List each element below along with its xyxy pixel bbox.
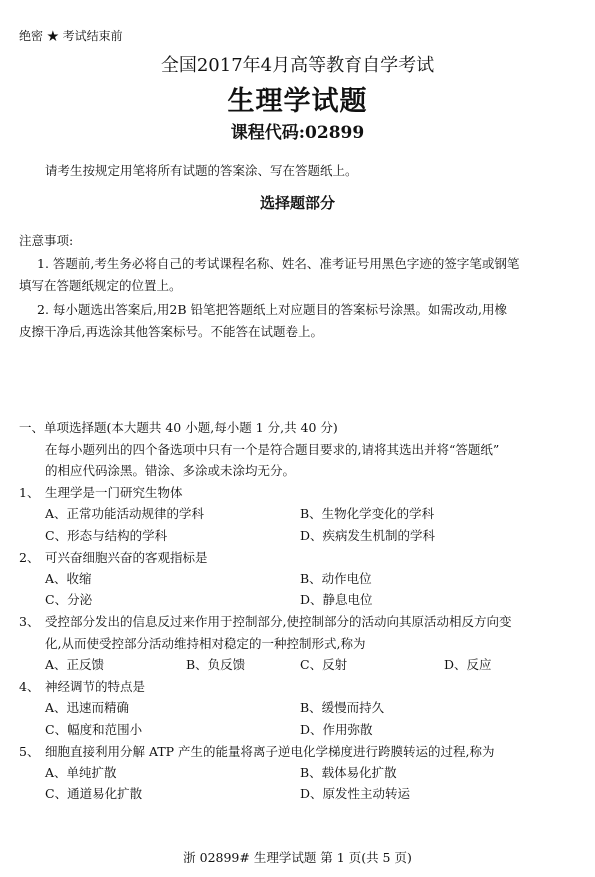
note-item-2-line-2: 皮擦干净后,再选涂其他答案标号。不能答在试题卷上。 [19, 324, 323, 339]
course-code: 课程代码:02899 [230, 123, 365, 143]
question-stem: 可兴奋细胞兴奋的客观指标是 [45, 550, 208, 565]
option-c: C、通道易化扩散 [45, 786, 143, 801]
page-footer: 浙 02899# 生理学试题 第 1 页(共 5 页) [183, 850, 412, 865]
section-title: 选择题部分 [259, 194, 335, 212]
part1-desc-line-1: 在每小题列出的四个备选项中只有一个是符合题目要求的,请将其选出并将“答题纸” [45, 442, 500, 457]
option-b: B、缓慢而持久 [300, 700, 385, 715]
option-d: D、原发性主动转运 [300, 786, 411, 801]
option-b: B、载体易化扩散 [300, 765, 397, 780]
note-item-2-line-1: 2. 每小题选出答案后,用2B 铅笔把答题纸上对应题目的答案标号涂黑。如需改动,用橡 [37, 302, 507, 317]
question-stem: 神经调节的特点是 [45, 679, 146, 694]
part1-desc-line-2: 的相应代码涂黑。错涂、多涂或未涂均无分。 [45, 463, 296, 478]
option-a: A、收缩 [45, 571, 92, 586]
confidential-label: 绝密 ★ 考试结束前 [19, 29, 123, 43]
question-number: 2、 [19, 550, 40, 565]
question-number: 1、 [19, 485, 40, 500]
option-a: A、正反馈 [45, 657, 105, 672]
option-b: B、动作电位 [300, 571, 372, 586]
question-number: 5、 [19, 744, 40, 759]
option-b: B、生物化学变化的学科 [300, 506, 435, 521]
question-number: 3、 [19, 614, 40, 629]
notes-heading: 注意事项: [19, 233, 74, 248]
option-c: C、反射 [300, 657, 348, 672]
note-item-1-line-2: 填写在答题纸规定的位置上。 [19, 278, 182, 293]
question-stem: 生理学是一门研究生物体 [45, 485, 183, 500]
option-d: D、作用弥散 [300, 722, 373, 737]
part1-title: 一、单项选择题(本大题共 40 小题,每小题 1 分,共 40 分) [19, 420, 338, 435]
option-d: D、疾病发生机制的学科 [300, 528, 436, 543]
question-stem-line-1: 受控部分发出的信息反过来作用于控制部分,使控制部分的活动向其原活动相反方向变 [45, 614, 512, 629]
question-stem-line-2: 化,从而使受控部分活动维持相对稳定的一种控制形式,称为 [45, 636, 366, 651]
question-stem: 细胞直接利用分解 ATP 产生的能量将离子逆电化学梯度进行跨膜转运的过程,称为 [45, 744, 495, 759]
option-d: D、反应 [444, 657, 492, 672]
option-a: A、单纯扩散 [45, 765, 117, 780]
option-b: B、负反馈 [186, 657, 246, 672]
answer-instruction: 请考生按规定用笔将所有试题的答案涂、写在答题纸上。 [45, 163, 358, 178]
question-number: 4、 [19, 679, 40, 694]
exam-title: 全国2017年4月高等教育自学考试 [160, 55, 435, 76]
option-c: C、形态与结构的学科 [45, 528, 168, 543]
option-a: A、迅速而精确 [45, 700, 130, 715]
option-c: C、分泌 [45, 592, 93, 607]
note-item-1-line-1: 1. 答题前,考生务必将自己的考试课程名称、姓名、准考证号用黑色字迹的签字笔或钢笔 [37, 256, 520, 271]
option-a: A、正常功能活动规律的学科 [45, 506, 205, 521]
subject-title: 生理学试题 [227, 86, 368, 117]
option-d: D、静息电位 [300, 592, 373, 607]
option-c: C、幅度和范围小 [45, 722, 143, 737]
